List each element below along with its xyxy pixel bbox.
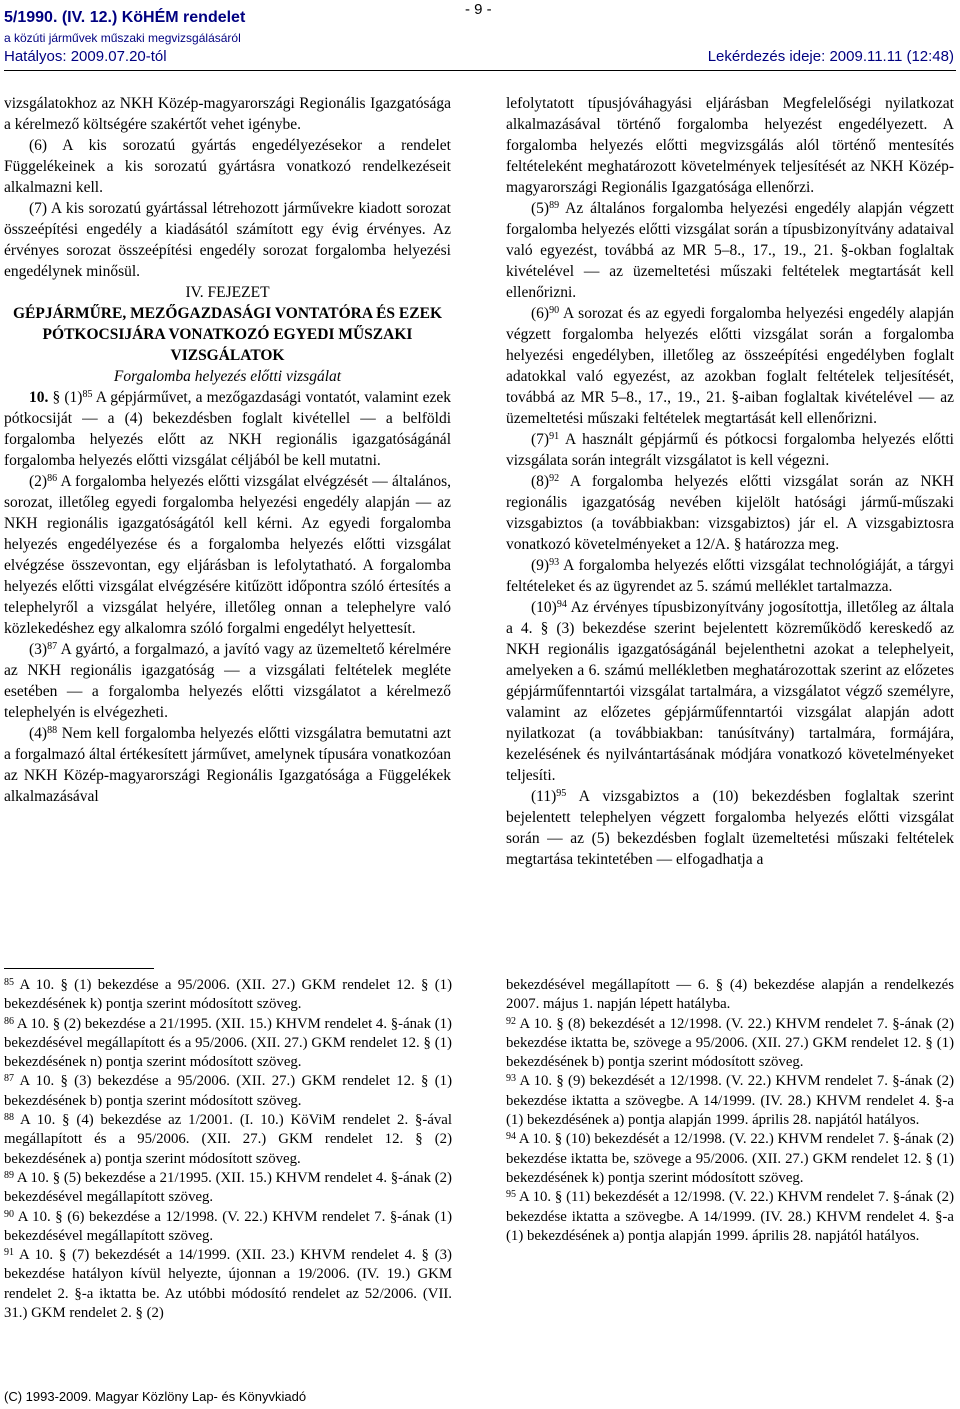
section-10-paragraph-3 [4,639,451,723]
footnote [4,976,452,1015]
section-10-paragraph-9 [506,555,954,597]
footnote [4,1169,452,1208]
chapter-subtitle: Forgalomba helyezés előtti vizsgálat [113,368,342,385]
footnote-ref[interactable]: 88 [47,725,58,736]
footnote-ref[interactable]: 86 [47,473,58,484]
paragraph-6: (6) A kis sorozatú gyártás engedélyezésekor a rendelet Függelékeinek a kis sorozatú gyártásra vonatkozó rendelkezéseit alkalmazni kell. [4,137,451,196]
paragraph-continued: lefolytatott típusjóváhagyási eljárásban Megfelelőségi nyilatkozat alkalmazásával történő forgalomba helyezést engedélyezett. A forgalomba helyezés előtti megvizsgálás alól történő mentesítés feltételeként meghatározott követelmények teljesítését az NKH Közép-magyarországi Regionális Igazgatósága ellenőrzi. [506,95,954,196]
paragraph-label: (3) [29,641,48,658]
footnote [4,1111,452,1169]
footnote-ref[interactable]: 87 [47,641,58,652]
paragraph-text: A sorozat és az egyedi forgalomba helyezési engedély alapján végzett forgalomba helyezés előtti vizsgálat során a forgalomba helyezési engedélyben, illetőleg az összeépítési engedélyben foglalt adatokkal való egyezést, az azokban foglalt feltételek teljesítését, továbbá az MR 5–8., 17., 19., 21. §-aiban foglaltak kivételével — az üzemeltetési műszaki feltételek megtartását kell ellenőrizni. [506,305,954,427]
right-column [506,93,954,870]
paragraph-label: (8) [531,473,550,490]
footnote-number: 91 [4,1247,14,1259]
footnote-number: 89 [4,1169,14,1181]
footnote-text: A 10. § (8) bekezdését a 12/1998. (V. 22.) KHVM rendelet 7. §-ának (2) bekezdése iktatta be, szövege a 95/2006. (XII. 27.) GKM rendelet 12. § (1) bekezdésének b) pontja szerint módosított szöveg. [506,1015,954,1071]
section-10-paragraph-7 [506,429,954,471]
copyright-footer: (C) 1993-2009. Magyar Közlöny Lap- és Könyvkiadó [4,1389,307,1404]
footnote-text: A 10. § (11) bekezdését a 12/1998. (V. 22.) KHVM rendelet 7. §-ának (2) bekezdése iktatta a szövegbe. A 14/1999. (IV. 28.) KHVM rendelet 4. §-a (1) bekezdésének a) pontja alapján 1999. április 28. napjától hatályos. [506,1189,954,1244]
paragraph-continued: vizsgálatokhoz az NKH Közép-magyarországi Regionális Igazgatósága a kérelmező költségére szakértőt vehet igénybe. [4,95,451,133]
left-column [4,93,451,807]
paragraph-text: A gépjárművet, a mezőgazdasági vontatót, valamint ezek pótkocsiját — a (4) bekezdésben foglalt kivétellel — a belföldi forgalomba helyezés előtt az NKH regionális igazgatóságánál forgalomba helyezés előtti vizsgálat céljából be kell mutatni. [4,389,451,469]
footnote [506,1015,954,1073]
page-header [4,0,956,70]
footnote [4,1208,452,1247]
effective-date: Hatályos: 2009.07.20-tól [4,48,167,65]
footnote-ref[interactable]: 94 [556,599,567,610]
paragraph-label: (7) [531,431,550,448]
paragraph-text: A forgalomba helyezés előtti vizsgálat elvégzését — általános, sorozat, illetőleg egyedi forgalomba helyezési engedély alapján — az NKH regionális igazgatóságától kell kérni. Az egyedi forgalomba helyezés engedélyezése és a forgalomba helyezés előtti vizsgálat elvégzése összevontan, egy eljárásban is lefolytatható. A forgalomba helyezés előtti vizsgálat elvégzésére kitűzött időpontra szóló értesítés a telephelyről a vizsgálat helyére, illetőleg onnan a telephelyre való közlekedéshez egy alkalomra szóló forgalmi engedélyt helyettesít. [4,473,451,637]
footnote-number: 86 [4,1015,14,1027]
paragraph-label: § (1) [52,389,83,406]
paragraph-label: (11) [531,788,557,805]
document-title: 5/1990. (IV. 12.) KöHÉM rendelet [4,9,246,26]
footnote-ref[interactable]: 90 [549,305,560,316]
footnotes-right [506,976,954,1246]
paragraph-label: (5) [531,200,550,217]
section-10-paragraph-11 [506,786,954,870]
paragraph-text: A forgalomba helyezés előtti vizsgálat technológiáját, a tárgyi feltételeket és az ügyrendet az 5. számú melléklet tartalmazza. [506,557,954,595]
footnote [506,1072,954,1130]
footnote-text: A 10. § (2) bekezdése a 21/1995. (XII. 15.) KHVM rendelet 4. §-ának (1) bekezdésével megállapított és a 95/2006. (XII. 27.) GKM rendelet 12. § (1) bekezdésének n) pontja szerint módosított szöveg. [4,1015,452,1071]
chapter-number: IV. FEJEZET [185,284,270,301]
section-10-paragraph-8 [506,471,954,555]
footnote-text: A 10. § (1) bekezdése a 95/2006. (XII. 27.) GKM rendelet 12. § (1) bekezdésének k) pontja szerint módosított szöveg. [4,977,452,1013]
footnote [506,1130,954,1188]
footnote [4,1072,452,1111]
footnotes-left [4,976,452,1323]
paragraph-7: (7) A kis sorozatú gyártással létrehozott járművekre kiadott sorozat összeépítési engedély a kiadásától számított egy évig érvényes. Az érvényes sorozat összeépítési engedély sorozat forgalomba helyezési engedélynek minősül. [4,200,451,280]
paragraph-text: Az érvényes típusbizonyítvány jogosítottja, illetőleg az általa a 4. § (3) bekezdése szerint bejelentett közreműködő kereskedő az NKH regionális igazgatóságánál bejelenthetni azokat a telephelyeit, amelyeken a 6. számú mellékletben meghatározottak szerint az előzetes gépjárműfenntartói vizsgálat tartalmára, a vizsgálatot végző személyre, valamint az előzetes gépjárműfenntartói vizsgálat alapján adott nyilatkozat (a továbbiakban: tanúsítvány) tartalmára, formájára, kezelésének és nyilvántartásának módjára vonatkozó követelményeket teljesíti. [506,599,954,784]
paragraph-text: A gyártó, a forgalmazó, a javító vagy az üzemeltető kérelmére az NKH regionális igazgatóság — a vizsgálati feltételek megléte esetében — a forgalomba helyezés előtti vizsgálatot a kérelmező telephelyén is elvégezheti. [4,641,451,721]
footnote-number: 90 [4,1208,14,1220]
paragraph-text: A vizsgabiztos a (10) bekezdésben foglaltak szerint bejelentett telephelyen végzett forgalomba helyezés előtti vizsgálat során — az (5) bekezdésben foglalt üzemeltetési műszaki feltételek megtartása tekintetében — elfogadhatja a [506,788,954,868]
footnote-number: 87 [4,1073,14,1085]
footnote-number: 95 [506,1189,516,1201]
paragraph-text: A forgalomba helyezés előtti vizsgálat során az NKH regionális igazgatóság nevében kijelölt hatósági jármű-műszaki vizsgabiztos (a továbbiakban: vizsgabiztos) jár el. A vizsgabiztosra vonatkozó követelményeket a 12/A. § határozza meg. [506,473,954,553]
query-date: Lekérdezés ideje: 2009.11.11 (12:48) [707,48,954,65]
footnote-ref[interactable]: 91 [549,431,560,442]
footnote-number: 93 [506,1073,516,1085]
footnote-number: 88 [4,1112,14,1124]
section-10-paragraph-1 [4,387,451,471]
footnote [4,1246,452,1323]
footnote-number: 94 [506,1131,516,1143]
footnote-ref[interactable]: 89 [549,200,560,211]
paragraph-label: (2) [29,473,48,490]
header-divider [4,70,956,71]
footnote-text: A 10. § (7) bekezdését a 14/1999. (XII. 23.) KHVM rendelet 4. § (3) bekezdése hatályon kívül helyezte, újonnan a 19/2006. (IV. 19.) GKM rendelet 2. §-a iktatta be. Az utóbbi módosító rendelet az 52/2006. (VII. 31.) GKM rendelet 2. § (2) [4,1247,452,1322]
footnote-text: A 10. § (4) bekezdése az 1/2001. (I. 10.) KöViM rendelet 2. §-ával megállapított és a 95/2006. (XII. 27.) GKM rendelet 12. § (2) bekezdésének a) pontja szerint módosított szöveg. [4,1112,452,1167]
paragraph-text: Nem kell forgalomba helyezés előtti vizsgálatra bemutatni azt a forgalmazó által értékesített járművet, amelynek típusára vonatkozóan az NKH Közép-magyarországi Regionális Igazgatósága a Függelékek alkalmazásával [4,725,451,805]
footnote-text: A 10. § (10) bekezdését a 12/1998. (V. 22.) KHVM rendelet 7. §-ának (2) bekezdése iktatta be, szövege a 95/2006. (XII. 27.) GKM rendelet 12. § (1) bekezdésének k) pontja szerint módosított szöveg. [506,1131,954,1186]
paragraph-label: (10) [531,599,557,616]
paragraph-text: Az általános forgalomba helyezési engedély alapján végzett forgalomba helyezés előtti vizsgálat során a típusbizonyítvány adataival való egyezést, továbbá az MR 5–8., 17., 19., 21. §-okban foglaltak kivételével — az üzemeltetési műszaki feltételek megtartását kell ellenőrizni. [506,200,954,301]
paragraph-label: (4) [29,725,48,742]
paragraph-label: (9) [531,557,550,574]
section-10-paragraph-10 [506,597,954,786]
footnote-continued: bekezdésével megállapított — 6. § (4) bekezdése alapján a rendelkezés 2007. május 1. napján lépett hatályba. [506,977,954,1013]
footnote-divider [4,968,154,969]
footnote-text: A 10. § (5) bekezdése a 21/1995. (XII. 15.) KHVM rendelet 4. §-ának (2) bekezdésével megállapított szöveg. [4,1169,452,1206]
chapter-title: GÉPJÁRMŰRE, MEZŐGAZDASÁGI VONTATÓRA ÉS EZEK PÓTKOCSIJÁRA VONATKOZÓ EGYEDI MŰSZAKI VIZSGÁLATOK [12,305,442,364]
footnote-ref[interactable]: 85 [82,389,93,400]
section-10-paragraph-5 [506,198,954,303]
paragraph-text: A használt gépjármű és pótkocsi forgalomba helyezés előtti vizsgálata során integrált vizsgálatot is kell végezni. [506,431,954,469]
footnote-ref[interactable]: 93 [549,557,560,568]
footnote-ref[interactable]: 95 [556,788,567,799]
section-10-paragraph-2 [4,471,451,639]
section-10-paragraph-4 [4,723,451,807]
footnote-text: A 10. § (6) bekezdése a 12/1998. (V. 22.) KHVM rendelet 7. §-ának (1) bekezdésével megállapított szöveg. [4,1208,452,1244]
page-number: - 9 - [465,1,492,18]
paragraph-label: (6) [531,305,550,322]
footnote [4,1015,452,1073]
footnote-number: 92 [506,1015,516,1027]
footnote-text: A 10. § (9) bekezdését a 12/1998. (V. 22.) KHVM rendelet 7. §-ának (2) bekezdése iktatta a szövegbe. A 14/1999. (IV. 28.) KHVM rendelet 4. §-a (1) bekezdésének a) pontja alapján 1999. április 28. napjától hatályos. [506,1073,954,1129]
section-10-paragraph-6 [506,303,954,429]
footnote [506,1188,954,1246]
footnote-ref[interactable]: 92 [549,473,560,484]
section-number: 10. [29,389,49,406]
document-subtitle: a közúti járművek műszaki megvizsgálásáról [4,31,241,45]
footnote-number: 85 [4,977,14,988]
footnote-text: A 10. § (3) bekezdése a 95/2006. (XII. 27.) GKM rendelet 12. § (1) bekezdésének b) pontja szerint módosított szöveg. [4,1073,452,1109]
